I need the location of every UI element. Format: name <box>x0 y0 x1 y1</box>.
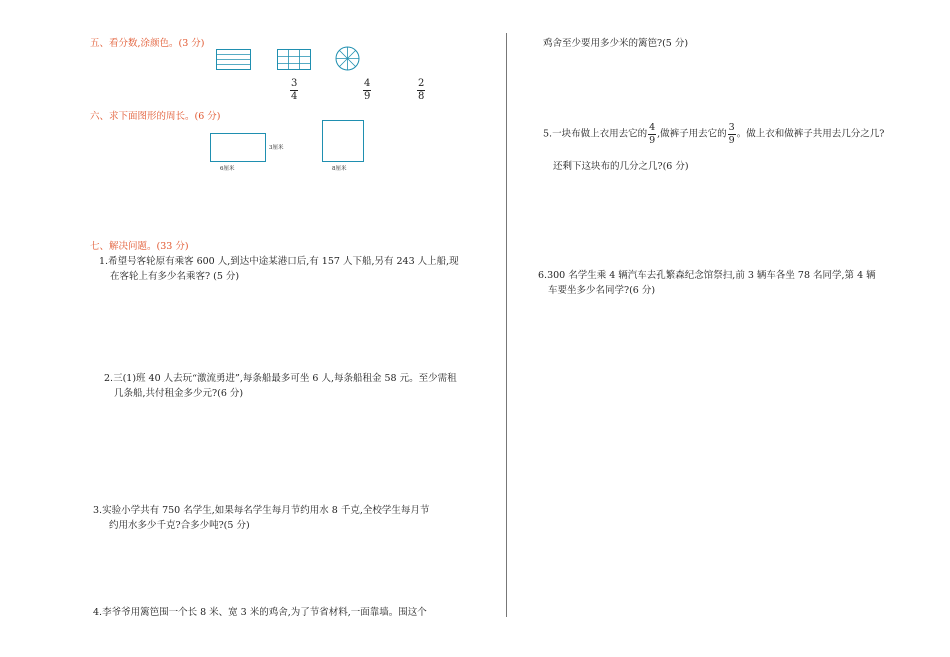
fraction-two-eighths: $\frac{2}{8}$ <box>418 78 425 102</box>
question-3-line-1: 3.实验小学共有 750 名学生,如果每名学生每月节约用水 8 千克,全校学生每月节 <box>93 505 430 516</box>
fraction-three-ninths-q5: $\frac{3}{9}$ <box>728 122 735 146</box>
grid-rectangle-figure <box>277 49 311 70</box>
question-4-continuation: 鸡舍至少要用多少米的篱笆?(5 分) <box>543 38 689 49</box>
question-3-line-2: 约用水多少千克?合多少吨?(5 分) <box>109 520 250 531</box>
rectangle-height-label: 3厘米 <box>269 145 284 151</box>
question-5-prefix: 5.一块布做上衣用去它的 <box>543 128 648 140</box>
rectangle-width-label: 6厘米 <box>220 166 235 172</box>
perimeter-rectangle <box>210 133 266 162</box>
fraction-four-ninths: $\frac{4}{9}$ <box>364 78 371 102</box>
fraction-three-quarters: $\frac{3}{4}$ <box>291 78 298 102</box>
striped-rectangle-figure <box>216 49 251 70</box>
perimeter-square <box>322 120 364 162</box>
circle-eighths-figure <box>335 46 360 71</box>
fraction-four-ninths-q5: $\frac{4}{9}$ <box>649 122 656 146</box>
question-5-line-2: 还剩下这块布的几分之几?(6 分) <box>553 161 689 172</box>
column-divider <box>506 33 507 617</box>
section-6-title: 六、求下面图形的周长。(6 分) <box>90 111 221 122</box>
question-6-line-2: 车要坐多少名同学?(6 分) <box>548 285 656 296</box>
square-side-label: 8厘米 <box>332 166 347 172</box>
section-7-title: 七、解决问题。(33 分) <box>90 241 189 252</box>
question-2-line-1: 2.三(1)班 40 人去玩“激流勇进”,每条船最多可坐 6 人,每条船租金 58 元。至少需租 <box>104 373 457 384</box>
question-1-line-2: 在客轮上有多少名乘客? (5 分) <box>110 271 240 282</box>
question-6-line-1: 6.300 名学生乘 4 辆汽车去孔繁森纪念馆祭扫,前 3 辆车各坐 78 名同学,第 4 辆 <box>538 270 876 281</box>
section-5-title: 五、看分数,涂颜色。(3 分) <box>90 38 205 49</box>
question-5-middle: ,做裤子用去它的 <box>657 128 727 140</box>
question-5-line-1 <box>543 123 884 145</box>
question-4-line-1: 4.李爷爷用篱笆围一个长 8 米、宽 3 米的鸡舍,为了节省材料,一面靠墙。围这个 <box>93 607 427 618</box>
question-5-suffix: 。做上衣和做裤子共用去几分之几? <box>736 128 885 140</box>
question-2-line-2: 几条船,共付租金多少元?(6 分) <box>114 388 244 399</box>
question-1-line-1: 1.希望号客轮原有乘客 600 人,到达中途某港口后,有 157 人下船,另有 243 人上船,现 <box>99 256 459 267</box>
